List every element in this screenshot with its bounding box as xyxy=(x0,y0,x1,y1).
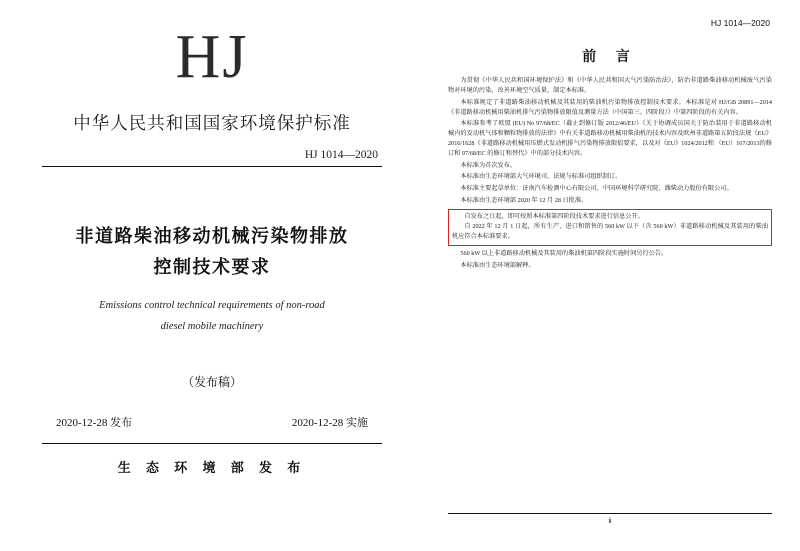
preface-paragraph: 本标准为首次发布。 xyxy=(460,161,517,169)
preface-title: 前 言 xyxy=(582,50,638,65)
preface-paragraph: 本标准参考了欧盟 (EU) No 97/68/EC（截止到修订版 2012/46/EU）《关于协调成员国关于防治装用于非道路移动机械内的发动机气体和颗粒物排放的法律》中有关非道路移动机械用柴油机的技术内容及欧州非道路第五阶段法规《EU》2016/1628《非道路移动机械用压燃式发动机排气污染物排放限值要求，以及对《EU》1024/2012和 （EU）167/2013的修订和 97/68/EC 的修订和替代》中的部分技术内容。 xyxy=(448,120,772,158)
draft-mark: （发布稿） xyxy=(181,375,242,390)
issuer: 生 态 环 境 部 发 布 xyxy=(117,460,307,475)
hj-logo xyxy=(42,23,382,91)
document-title-english-line1: Emissions control technical requirements of non-road xyxy=(99,300,325,312)
highlighted-paragraph: 自发布之日起，即可按照本标准第四阶段技术要求进行信息公开。 xyxy=(464,212,644,220)
highlighted-paragraph: 自 2022 年 12 月 1 日起，所有生产、进口和销售的 560 kW 以下（含 560 kW）非道路移动机械及其装用的柴油机应符合本标准要求。 xyxy=(452,223,768,241)
preface-paragraph: 本标准由生态环境部大气环境司、法规与标准司组织制订。 xyxy=(460,173,622,181)
cover-top-rule xyxy=(42,166,382,167)
page-number: ii xyxy=(608,518,612,525)
preface-footer-rule xyxy=(448,513,772,514)
preface-paragraph: 本标准由生态环境部 2020 年 12 月 28 日批准。 xyxy=(460,196,588,204)
preface-header-code: HJ 1014—2020 xyxy=(710,18,770,28)
standard-organization: 中华人民共和国国家环境保护标准 xyxy=(73,113,351,133)
effective-date: 2020-12-28 实施 xyxy=(291,417,368,429)
preface-paragraph: 本标准规定了非道路柴油移动机械及其装用的柴油机污染物排放控制技术要求。本标准是对 HJ/GB 20891—2014《非道路移动机械用柴油机排气污染物排放限值及测量方法（中国第三、四阶段）》中第四阶段的有关内容。 xyxy=(448,98,772,116)
document-title-line2: 控制技术要求 xyxy=(153,257,271,278)
issue-date: 2020-12-28 发布 xyxy=(56,417,133,429)
document-title-english-line2: diesel mobile machinery xyxy=(160,321,264,333)
preface-paragraph: 本标准主要起草单位：济南汽车检测中心有限公司、中国环境科学研究院、潍柴动力股份有限公司。 xyxy=(460,184,733,192)
preface-page xyxy=(420,0,800,551)
preface-body xyxy=(448,76,772,271)
preface-paragraph: 560 kW 以上非道路移动机械及其装用的柴油机第四阶段实施时间另行公告。 xyxy=(460,250,668,258)
cover-bottom-rule xyxy=(42,443,382,444)
preface-content xyxy=(448,18,772,272)
cover-dates xyxy=(42,414,382,436)
document-title-english xyxy=(42,295,382,337)
preface-footer xyxy=(448,513,772,525)
preface-paragraph: 为贯彻《中华人民共和国环境保护法》和《中华人民共和国大气污染防治法》，防治非道路柴油移动机械废气污染物对环境的污染，改善环境空气质量，制定本标准。 xyxy=(448,77,772,95)
preface-paragraph: 本标准由生态环境部解释。 xyxy=(460,261,535,269)
cover-content xyxy=(42,18,382,498)
highlighted-requirement-box xyxy=(448,209,772,247)
document-title-line1: 非道路柴油移动机械污染物排放 xyxy=(75,226,349,246)
standard-code: HJ 1014—2020 xyxy=(304,149,378,161)
hj-logo-text: HJ xyxy=(175,23,249,91)
